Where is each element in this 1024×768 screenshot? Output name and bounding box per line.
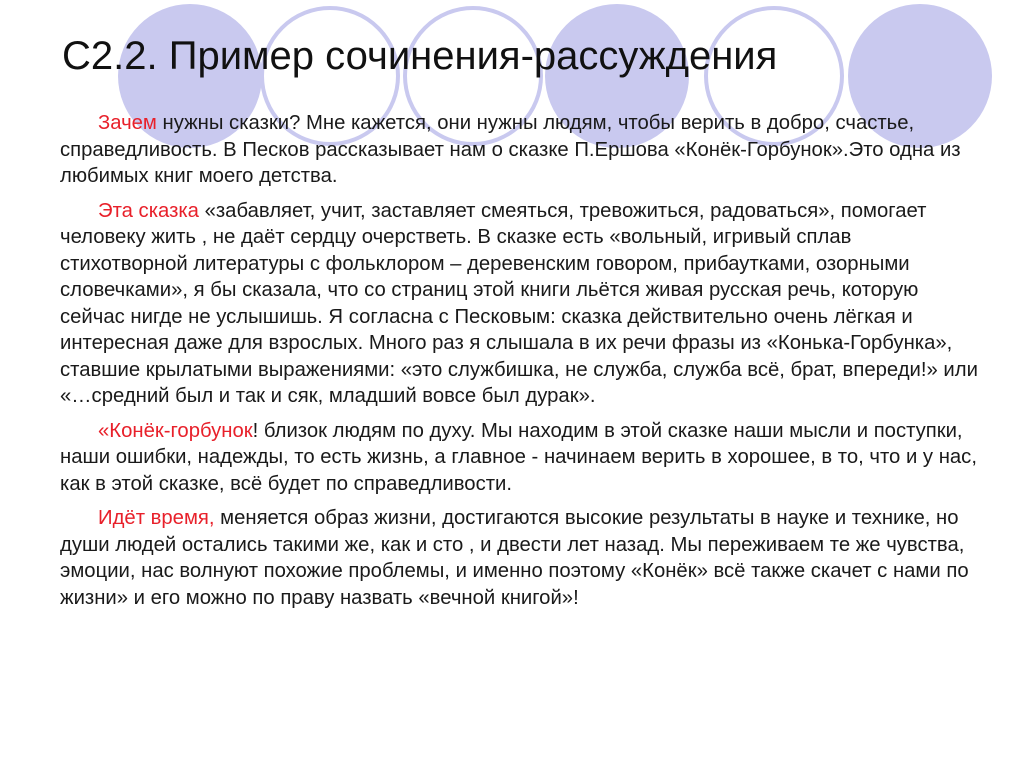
paragraph-lead-highlight: Идёт время, bbox=[98, 507, 215, 529]
essay-paragraph-2 bbox=[60, 198, 980, 410]
paragraph-text: меняется образ жизни, достигаются высокие результаты в науке и технике, но души людей остались такими же, как и сто , и двести лет назад. Мы переживаем те же чувства, эмоции, нас волнуют похожие проблемы, и именно поэтому «Конёк» всё также скачет с нами по жизни» и его можно по праву назвать «вечной книгой»! bbox=[60, 507, 969, 609]
paragraph-lead-highlight: Зачем bbox=[98, 112, 157, 134]
essay-paragraph-4 bbox=[60, 505, 980, 611]
essay-body bbox=[60, 110, 980, 619]
paragraph-lead-highlight: Эта сказка bbox=[98, 199, 199, 222]
paragraph-text: ! близок людям по духу. Мы находим в этой сказке наши мысли и поступки, наши ошибки, надежды, то есть жизнь, а главное - начинаем верить в хорошее, в то, что и у нас, как в этой сказке, всё будет по справедливости. bbox=[60, 419, 977, 495]
paragraph-lead-highlight: «Конёк-горбунок bbox=[98, 419, 253, 442]
paragraph-text: «забавляет, учит, заставляет смеяться, тревожиться, радоваться», помогает человеку жить , не даёт сердцу очерстветь. В сказке есть «вольный, игривый сплав стихотворной литературы с фольклором – деревенским говором, прибаутками, озорными словечками», я бы сказала, что со страниц этой книги льётся живая русская речь, которую сейчас нигде не услышишь. Я согласна с Песковым: сказка действительно очень лёгкая и интересная даже для взрослых. Много раз я слышала в их речи фразы из «Конька-Горбунка», ставшие крылатыми выражениями: «это службишка, не служба, служба всё, брат, впереди!» или «…средний был и так и сяк, младший вовсе был дурак». bbox=[60, 199, 978, 407]
slide-title: С2.2. Пример сочинения-рассуждения bbox=[62, 34, 778, 78]
essay-paragraph-1 bbox=[60, 110, 980, 190]
essay-paragraph-3 bbox=[60, 418, 980, 498]
paragraph-text: нужны сказки? Мне кажется, они нужны людям, чтобы верить в добро, счастье, справедливость. В Песков рассказывает нам о сказке П.Ершова «Конёк-Горбунок».Это одна из любимых книг моего детства. bbox=[60, 112, 961, 187]
